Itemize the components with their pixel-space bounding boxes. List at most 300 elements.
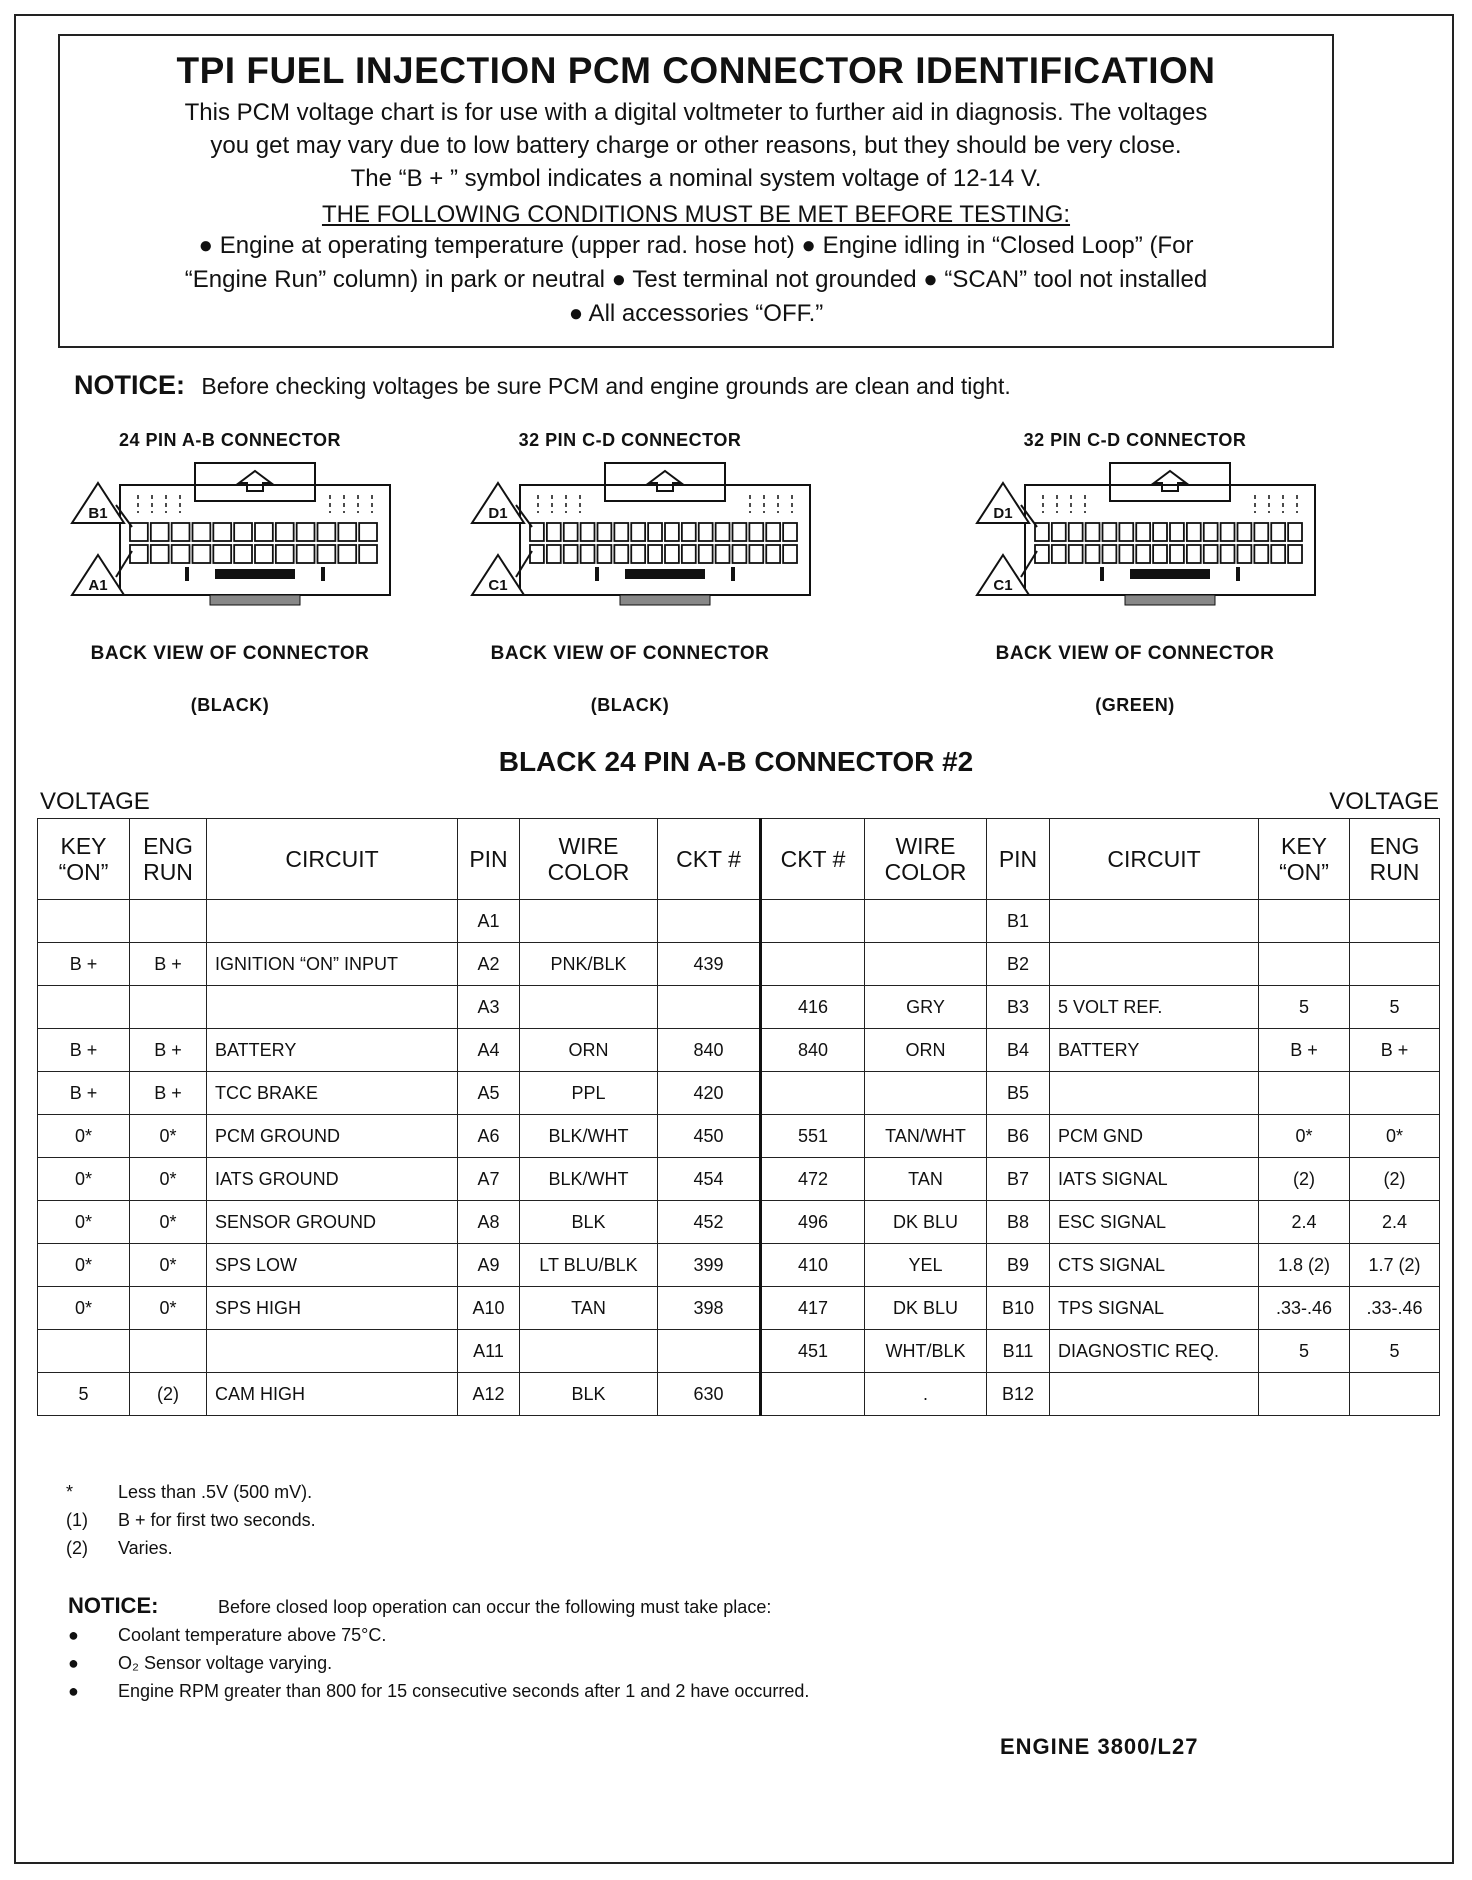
notice-bullet (68, 1621, 809, 1649)
cell-circuit: SPS HIGH (207, 1287, 458, 1330)
pin-cavity (1052, 523, 1066, 541)
header-wire-color: WIRE COLOR (520, 819, 658, 900)
pin-cavity (598, 523, 612, 541)
cell-key-on: 0* (38, 1115, 130, 1158)
connector-key (625, 569, 705, 579)
table-row (38, 986, 1440, 1029)
pin-cavity (1069, 523, 1083, 541)
cell-circuit: PCM GND (1050, 1115, 1259, 1158)
table-row (38, 1115, 1440, 1158)
cell-key-on: 0* (1259, 1115, 1350, 1158)
conditions-line: ● All accessories “OFF.” (568, 300, 824, 327)
pin-cavity (665, 545, 679, 563)
cell-ckt: 451 (761, 1330, 865, 1373)
connector-cd-drawing (955, 455, 1335, 635)
cell-wire-color: YEL (865, 1244, 987, 1287)
cell-circuit (1050, 943, 1259, 986)
notice-bullet-text: O₂ Sensor voltage varying. (118, 1653, 333, 1673)
pin-cavity (1153, 545, 1167, 563)
connector-key (1236, 567, 1240, 581)
cell-pin: B4 (987, 1029, 1050, 1072)
pin-table (37, 818, 1440, 1416)
cell-eng-run (130, 986, 207, 1029)
cell-eng-run: 0* (130, 1287, 207, 1330)
pin-cavity (1187, 545, 1201, 563)
footnote-symbol: (1) (66, 1510, 88, 1530)
arrow-up-icon (1154, 471, 1186, 491)
cell-pin: A7 (458, 1158, 520, 1201)
pin-cavity (130, 545, 148, 563)
cell-key-on: (2) (1259, 1158, 1350, 1201)
cell-key-on (38, 1330, 130, 1373)
cell-circuit: BATTERY (207, 1029, 458, 1072)
pin-label: B1 (88, 505, 108, 522)
pin-cavity (1136, 545, 1150, 563)
cell-wire-color: TAN (520, 1287, 658, 1330)
cell-eng-run (1350, 1072, 1440, 1115)
cell-circuit (207, 1330, 458, 1373)
cell-wire-color (520, 1330, 658, 1373)
pin-cavity (255, 545, 273, 563)
cell-wire-color: TAN/WHT (865, 1115, 987, 1158)
pin-cavity (783, 523, 797, 541)
pin-cavity (682, 545, 696, 563)
pin-cavity (530, 545, 544, 563)
cell-circuit: DIAGNOSTIC REQ. (1050, 1330, 1259, 1373)
pin-cavity (631, 523, 645, 541)
cell-ckt (658, 986, 761, 1029)
cell-key-on: B + (38, 1029, 130, 1072)
cell-eng-run: 5 (1350, 1330, 1440, 1373)
cell-key-on: 0* (38, 1158, 130, 1201)
footnote-text: Varies. (118, 1538, 173, 1558)
notice-text: Before checking voltages be sure PCM and engine grounds are clean and tight. (201, 373, 1011, 399)
cell-pin: B2 (987, 943, 1050, 986)
cell-eng-run (1350, 900, 1440, 943)
connector-key (1100, 567, 1104, 581)
pin-cavity (151, 523, 169, 541)
table-row (38, 1330, 1440, 1373)
header-pin: PIN (987, 819, 1050, 900)
cell-wire-color (520, 986, 658, 1029)
cell-eng-run: 1.7 (2) (1350, 1244, 1440, 1287)
pin-cavity (213, 523, 231, 541)
pin-cavity (297, 523, 315, 541)
cell-circuit (1050, 1373, 1259, 1416)
cell-eng-run: (2) (130, 1373, 207, 1416)
pin-cavity (1271, 545, 1285, 563)
pin-cavity (1136, 523, 1150, 541)
cell-wire-color: DK BLU (865, 1287, 987, 1330)
cell-pin: A5 (458, 1072, 520, 1115)
cell-key-on: B + (38, 943, 130, 986)
connector-title: 32 PIN C-D CONNECTOR (1023, 430, 1247, 450)
connector-caption: BACK VIEW OF CONNECTOR (90, 643, 370, 664)
cell-eng-run: (2) (1350, 1158, 1440, 1201)
cell-pin: A8 (458, 1201, 520, 1244)
intro-line: you get may vary due to low battery charge or other reasons, but they should be very close. (210, 132, 1182, 159)
cell-wire-color: LT BLU/BLK (520, 1244, 658, 1287)
pin-pointer (1021, 551, 1037, 577)
arrow-up-icon (239, 471, 271, 491)
pin-cavity (1204, 523, 1218, 541)
footnote (66, 1478, 316, 1506)
cell-pin: B6 (987, 1115, 1050, 1158)
cell-pin: A9 (458, 1244, 520, 1287)
pin-cavity (1288, 545, 1302, 563)
connector-key (595, 567, 599, 581)
pin-cavity (716, 545, 730, 563)
pin-cavity (547, 523, 561, 541)
cell-ckt: 420 (658, 1072, 761, 1115)
notice-bullet (68, 1677, 809, 1705)
header-eng-run: ENG RUN (130, 819, 207, 900)
connector-caption: BACK VIEW OF CONNECTOR (995, 643, 1275, 664)
cell-key-on (38, 900, 130, 943)
pin-cavity (193, 545, 211, 563)
cell-key-on: B + (1259, 1029, 1350, 1072)
cell-pin: B7 (987, 1158, 1050, 1201)
cell-eng-run: 0* (1350, 1115, 1440, 1158)
cell-wire-color: GRY (865, 986, 987, 1029)
cell-eng-run: 5 (1350, 986, 1440, 1029)
cell-key-on (1259, 900, 1350, 943)
cell-ckt: 452 (658, 1201, 761, 1244)
cell-pin: A12 (458, 1373, 520, 1416)
notice-top (74, 370, 1011, 401)
connector-key (731, 567, 735, 581)
footnote (66, 1534, 316, 1562)
cell-pin: B1 (987, 900, 1050, 943)
pin-cavity (193, 523, 211, 541)
cell-key-on: B + (38, 1072, 130, 1115)
footnote-symbol: (2) (66, 1538, 88, 1558)
pin-cavity (297, 545, 315, 563)
pin-cavity (598, 545, 612, 563)
header-wire-color: WIRE COLOR (865, 819, 987, 900)
pin-cavity (213, 545, 231, 563)
pin-cavity (682, 523, 696, 541)
header-box (58, 34, 1334, 348)
cell-wire-color: TAN (865, 1158, 987, 1201)
cell-ckt: 399 (658, 1244, 761, 1287)
pin-cavity (631, 545, 645, 563)
cell-eng-run: B + (1350, 1029, 1440, 1072)
pin-cavity (1119, 523, 1133, 541)
cell-wire-color (520, 900, 658, 943)
cell-wire-color: BLK (520, 1201, 658, 1244)
pin-label: C1 (488, 577, 508, 594)
pin-cavity (1086, 545, 1100, 563)
cell-pin: B12 (987, 1373, 1050, 1416)
cell-ckt: 410 (761, 1244, 865, 1287)
cell-ckt: 439 (658, 943, 761, 986)
notice-bottom (68, 1592, 809, 1705)
pin-cavity (1035, 545, 1049, 563)
pin-cavity (1204, 545, 1218, 563)
cell-pin: B11 (987, 1330, 1050, 1373)
cell-ckt: 398 (658, 1287, 761, 1330)
cell-key-on: 5 (38, 1373, 130, 1416)
footnote (66, 1506, 316, 1534)
cell-pin: A11 (458, 1330, 520, 1373)
cell-wire-color: PNK/BLK (520, 943, 658, 986)
pin-cavity (1069, 545, 1083, 563)
footnote-text: B + for first two seconds. (118, 1510, 316, 1530)
intro-line: The “B + ” symbol indicates a nominal system voltage of 12-14 V. (350, 165, 1042, 192)
cell-ckt: 472 (761, 1158, 865, 1201)
cell-wire-color: ORN (865, 1029, 987, 1072)
pin-cavity (172, 545, 190, 563)
cell-pin: B8 (987, 1201, 1050, 1244)
cell-pin: A10 (458, 1287, 520, 1330)
pin-cavity (1221, 523, 1235, 541)
pin-label: D1 (993, 505, 1013, 522)
pin-pointer (516, 551, 532, 577)
connector-tab (620, 595, 710, 605)
voltage-label-right: VOLTAGE (1329, 788, 1439, 815)
pin-cavity (1187, 523, 1201, 541)
pin-cavity (1103, 523, 1117, 541)
pin-cavity (172, 523, 190, 541)
cell-ckt (761, 1072, 865, 1115)
cell-eng-run: 0* (130, 1115, 207, 1158)
cell-ckt: 417 (761, 1287, 865, 1330)
cell-key-on (1259, 943, 1350, 986)
cell-wire-color: PPL (520, 1072, 658, 1115)
cell-circuit: SENSOR GROUND (207, 1201, 458, 1244)
header-eng-run: ENG RUN (1350, 819, 1440, 900)
engine-label: ENGINE 3800/L27 (1000, 1734, 1199, 1759)
intro-text (60, 96, 1332, 195)
conditions-list (60, 229, 1332, 331)
cell-eng-run: 2.4 (1350, 1201, 1440, 1244)
header-key-on: KEY “ON” (1259, 819, 1350, 900)
header-circuit: CIRCUIT (207, 819, 458, 900)
table-row (38, 1373, 1440, 1416)
table-title: BLACK 24 PIN A-B CONNECTOR #2 (498, 746, 974, 777)
table-row (38, 1287, 1440, 1330)
connector-latch (1110, 463, 1230, 501)
cell-wire-color (865, 1072, 987, 1115)
pin-cavity (1119, 545, 1133, 563)
cell-ckt: 840 (658, 1029, 761, 1072)
cell-wire-color: BLK/WHT (520, 1158, 658, 1201)
page-title: TPI FUEL INJECTION PCM CONNECTOR IDENTIFICATION (176, 50, 1216, 91)
table-row (38, 1244, 1440, 1287)
header-pin: PIN (458, 819, 520, 900)
connector-title: 32 PIN C-D CONNECTOR (518, 430, 742, 450)
connector-latch (195, 463, 315, 501)
pin-cavity (234, 523, 252, 541)
notice-bullet (68, 1649, 809, 1677)
pin-cavity (234, 545, 252, 563)
cell-key-on: 0* (38, 1244, 130, 1287)
bullet-icon: ● (68, 1681, 79, 1701)
cell-key-on: 1.8 (2) (1259, 1244, 1350, 1287)
cell-ckt (761, 1373, 865, 1416)
pin-cavity (1271, 523, 1285, 541)
connector-diagram-ab (50, 430, 410, 716)
cell-circuit: 5 VOLT REF. (1050, 986, 1259, 1029)
connector-color: (BLACK) (190, 695, 270, 715)
cell-circuit: CAM HIGH (207, 1373, 458, 1416)
pin-cavity (749, 523, 763, 541)
pin-cavity (359, 545, 377, 563)
pin-cavity (130, 523, 148, 541)
cell-circuit (1050, 900, 1259, 943)
cell-eng-run (1350, 1373, 1440, 1416)
cell-eng-run: B + (130, 943, 207, 986)
connector-key (1130, 569, 1210, 579)
pin-cavity (1086, 523, 1100, 541)
cell-eng-run (130, 900, 207, 943)
cell-eng-run: .33-.46 (1350, 1287, 1440, 1330)
pin-cavity (1170, 523, 1184, 541)
cell-wire-color (865, 943, 987, 986)
connector-color: (BLACK) (590, 695, 670, 715)
cell-key-on: 2.4 (1259, 1201, 1350, 1244)
cell-key-on: 5 (1259, 1330, 1350, 1373)
cell-ckt: 450 (658, 1115, 761, 1158)
cell-circuit (1050, 1072, 1259, 1115)
connector-tab (1125, 595, 1215, 605)
header-circuit: CIRCUIT (1050, 819, 1259, 900)
pin-cavity (665, 523, 679, 541)
connector-key (185, 567, 189, 581)
footnotes (66, 1478, 316, 1562)
cell-circuit: CTS SIGNAL (1050, 1244, 1259, 1287)
connector-key (321, 567, 325, 581)
bullet-icon: ● (68, 1625, 79, 1645)
cell-circuit (207, 986, 458, 1029)
cell-pin: B5 (987, 1072, 1050, 1115)
pin-cavity (581, 545, 595, 563)
connector-ab-drawing (50, 455, 410, 635)
pin-cavity (276, 545, 294, 563)
cell-eng-run (1350, 943, 1440, 986)
arrow-up-icon (649, 471, 681, 491)
pin-cavity (614, 523, 628, 541)
cell-ckt (658, 900, 761, 943)
pin-cavity (648, 545, 662, 563)
cell-pin: B3 (987, 986, 1050, 1029)
conditions-heading: THE FOLLOWING CONDITIONS MUST BE MET BEFORE TESTING: (321, 201, 1071, 228)
notice-label: NOTICE: (74, 370, 185, 400)
pin-cavity (255, 523, 273, 541)
footnote-text: Less than .5V (500 mV). (118, 1482, 313, 1502)
pin-cavity (338, 523, 356, 541)
connector-diagram-cd-black (450, 430, 810, 716)
cell-ckt (761, 943, 865, 986)
header-ckt: CKT # (658, 819, 761, 900)
cell-key-on: .33-.46 (1259, 1287, 1350, 1330)
pin-label: A1 (88, 577, 108, 594)
cell-ckt (761, 900, 865, 943)
pin-cavity (1254, 545, 1268, 563)
cell-pin: A4 (458, 1029, 520, 1072)
table-header-row (38, 819, 1440, 900)
cell-circuit (207, 900, 458, 943)
table-row (38, 1158, 1440, 1201)
pin-cavity (766, 545, 780, 563)
cell-key-on (1259, 1072, 1350, 1115)
cell-eng-run: B + (130, 1029, 207, 1072)
cell-key-on: 0* (38, 1201, 130, 1244)
cell-key-on (1259, 1373, 1350, 1416)
cell-wire-color (865, 900, 987, 943)
connector-title: 24 PIN A-B CONNECTOR (118, 430, 342, 450)
conditions-line: ● Engine at operating temperature (upper rad. hose hot) ● Engine idling in “Closed Loop” (For (198, 232, 1194, 259)
cell-wire-color: DK BLU (865, 1201, 987, 1244)
header-ckt: CKT # (761, 819, 865, 900)
cell-pin: A1 (458, 900, 520, 943)
pin-label: D1 (488, 505, 508, 522)
bullet-icon: ● (68, 1653, 79, 1673)
pin-cavity (1052, 545, 1066, 563)
cell-ckt (658, 1330, 761, 1373)
cell-wire-color: BLK/WHT (520, 1115, 658, 1158)
pin-cavity (1170, 545, 1184, 563)
cell-wire-color: ORN (520, 1029, 658, 1072)
pin-cavity (699, 545, 713, 563)
cell-circuit: SPS LOW (207, 1244, 458, 1287)
cell-circuit: TCC BRAKE (207, 1072, 458, 1115)
cell-pin: A6 (458, 1115, 520, 1158)
cell-pin: A2 (458, 943, 520, 986)
cell-circuit: ESC SIGNAL (1050, 1201, 1259, 1244)
cell-eng-run: B + (130, 1072, 207, 1115)
connector-tab (210, 595, 300, 605)
pin-cavity (783, 545, 797, 563)
connector-cd-drawing (450, 455, 830, 635)
connector-caption: BACK VIEW OF CONNECTOR (490, 643, 770, 664)
pin-cavity (318, 545, 336, 563)
cell-eng-run: 0* (130, 1201, 207, 1244)
notice-bullet-text: Coolant temperature above 75°C. (118, 1625, 387, 1645)
cell-ckt: 454 (658, 1158, 761, 1201)
pin-cavity (547, 545, 561, 563)
pin-cavity (564, 523, 578, 541)
pin-cavity (1288, 523, 1302, 541)
connector-latch (605, 463, 725, 501)
table-row (38, 1072, 1440, 1115)
cell-pin: B9 (987, 1244, 1050, 1287)
pin-cavity (716, 523, 730, 541)
cell-eng-run (130, 1330, 207, 1373)
cell-wire-color: . (865, 1373, 987, 1416)
connector-key (215, 569, 295, 579)
cell-ckt: 416 (761, 986, 865, 1029)
pin-cavity (359, 523, 377, 541)
pin-cavity (749, 545, 763, 563)
cell-wire-color: WHT/BLK (865, 1330, 987, 1373)
table-row (38, 1029, 1440, 1072)
pin-cavity (1254, 523, 1268, 541)
pin-cavity (1221, 545, 1235, 563)
pin-cavity (581, 523, 595, 541)
voltage-label-left: VOLTAGE (40, 788, 150, 815)
pin-cavity (766, 523, 780, 541)
pin-cavity (318, 523, 336, 541)
table-row (38, 1201, 1440, 1244)
pin-cavity (614, 545, 628, 563)
pin-cavity (699, 523, 713, 541)
cell-key-on (38, 986, 130, 1029)
connector-color: (GREEN) (1095, 695, 1175, 715)
pin-cavity (338, 545, 356, 563)
cell-circuit: BATTERY (1050, 1029, 1259, 1072)
